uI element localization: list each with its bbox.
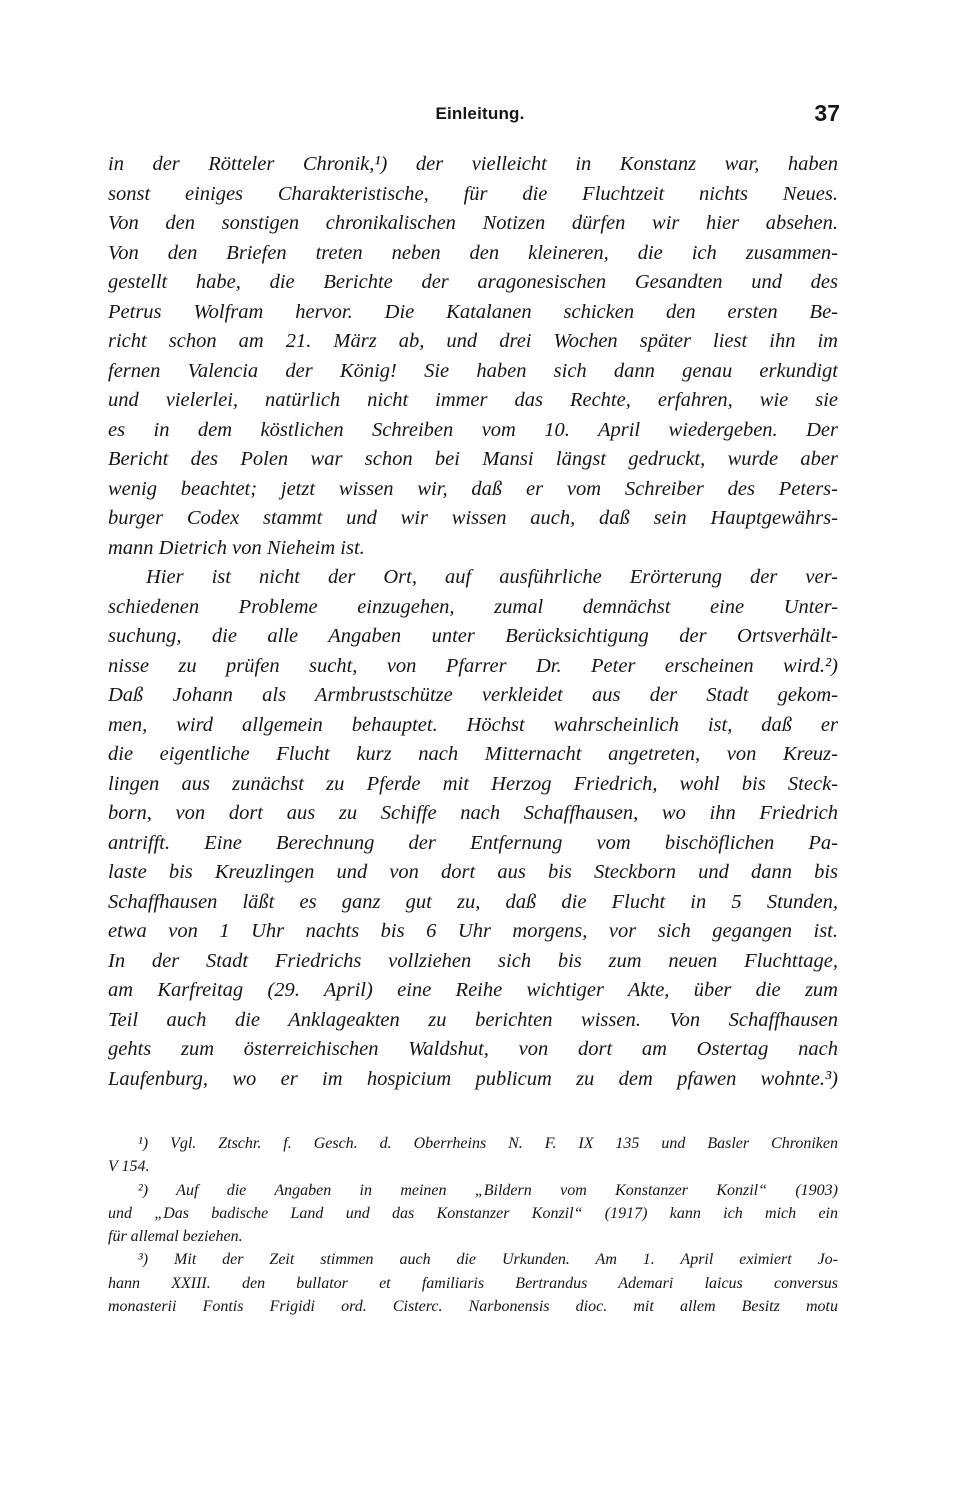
text-line: richt schon am 21. März ab, und drei Wochen später liest ihn im [108, 330, 838, 352]
footnote-line: ¹) Vgl. Ztschr. f. Gesch. d. Oberrheins N. F. IX 135 und Basler Chroniken [138, 1135, 838, 1152]
footnote-line: ²) Auf die Angaben in meinen „Bildern vom Konstanzer Konzil“ (1903) [138, 1181, 838, 1199]
text-line: men, wird allgemein behauptet. Höchst wahrscheinlich ist, daß er [108, 713, 838, 736]
footnote-line: hann XXIII. den bullator et familiaris Bertrandus Ademari laicus conversus [108, 1274, 838, 1292]
text-line: In der Stadt Friedrichs vollziehen sich bis zum neuen Fluchttage, [108, 949, 838, 972]
text-line: Daß Johann als Armbrustschütze verkleidet aus der Stadt gekom- [108, 684, 838, 706]
text-line: Von den Briefen treten neben den kleineren, die ich zusammen- [108, 241, 838, 264]
footnote-line: V 154. [108, 1158, 150, 1176]
text-line: nisse zu prüfen sucht, von Pfarrer Dr. Peter erscheinen wird.²) [108, 654, 838, 677]
text-line: laste bis Kreuzlingen und von dort aus bis Steckborn und dann bis [108, 861, 838, 883]
text-line: etwa von 1 Uhr nachts bis 6 Uhr morgens, vor sich gegangen ist. [108, 920, 838, 942]
text-line: antrifft. Eine Berechnung der Entfernung vom bischöflichen Pa- [108, 831, 838, 854]
text-line: Schaffhausen läßt es ganz gut zu, daß die Flucht in 5 Stunden, [108, 890, 838, 913]
text-line: schiedenen Probleme einzugehen, zumal demnächst eine Unter- [108, 595, 838, 618]
text-line: gehts zum österreichischen Waldshut, von dort am Ostertag nach [108, 1038, 838, 1060]
text-line: Laufenburg, wo er im hospicium publicum zu dem pfawen wohnte.³) [108, 1067, 838, 1090]
text-line: Von den sonstigen chronikalischen Notizen dürfen wir hier absehen. [108, 212, 838, 234]
text-line: und vielerlei, natürlich nicht immer das Rechte, erfahren, wie sie [108, 389, 838, 411]
footnote-line: monasterii Fontis Frigidi ord. Cisterc. Narbonensis dioc. mit allem Besitz motu [108, 1298, 838, 1316]
text-line: fernen Valencia der König! Sie haben sich dann genau erkundigt [108, 359, 838, 382]
body-text [108, 150, 838, 1094]
footnote-line: ³) Mit der Zeit stimmen auch die Urkunden. Am 1. April eximiert Jo- [138, 1251, 838, 1269]
text-line: die eigentliche Flucht kurz nach Mitternacht angetreten, von Kreuz- [108, 743, 838, 765]
text-line: sonst einiges Charakteristische, für die Fluchtzeit nichts Neues. [108, 182, 838, 205]
page-header [120, 100, 840, 138]
footnote-line: für allemal beziehen. [108, 1228, 243, 1246]
text-line: Teil auch die Anklageakten zu berichten wissen. Von Schaffhausen [108, 1008, 838, 1031]
text-line: lingen aus zunächst zu Pferde mit Herzog Friedrich, wohl bis Steck- [108, 772, 838, 795]
text-line: es in dem köstlichen Schreiben vom 10. April wiedergeben. Der [108, 418, 838, 441]
text-line: born, von dort aus zu Schiffe nach Schaffhausen, wo ihn Friedrich [108, 802, 838, 824]
text-line: Petrus Wolfram hervor. Die Katalanen schicken den ersten Be- [108, 300, 838, 323]
text-line: gestellt habe, die Berichte der aragonesischen Gesandten und des [108, 271, 838, 293]
text-line: mann Dietrich von Nieheim ist. [108, 536, 365, 559]
text-line: in der Rötteler Chronik,¹) der vielleicht in Konstanz war, haben [108, 153, 838, 175]
footnotes [108, 1132, 838, 1318]
page-number: 37 [814, 100, 840, 126]
text-line: Bericht des Polen war schon bei Mansi längst gedruckt, wurde aber [108, 448, 838, 470]
text-line: Hier ist nicht der Ort, auf ausführliche Erörterung der ver- [146, 566, 838, 588]
text-line: wenig beachtet; jetzt wissen wir, daß er vom Schreiber des Peters- [108, 477, 838, 500]
footnote-line: und „Das badische Land und das Konstanzer Konzil“ (1917) kann ich mich ein [108, 1204, 838, 1222]
running-head: Einleitung. [435, 104, 525, 123]
text-line: am Karfreitag (29. April) eine Reihe wichtiger Akte, über die zum [108, 979, 838, 1001]
text-line: suchung, die alle Angaben unter Berücksichtigung der Ortsverhält- [108, 625, 838, 647]
text-line: burger Codex stammt und wir wissen auch, daß sein Hauptgewährs- [108, 507, 838, 529]
